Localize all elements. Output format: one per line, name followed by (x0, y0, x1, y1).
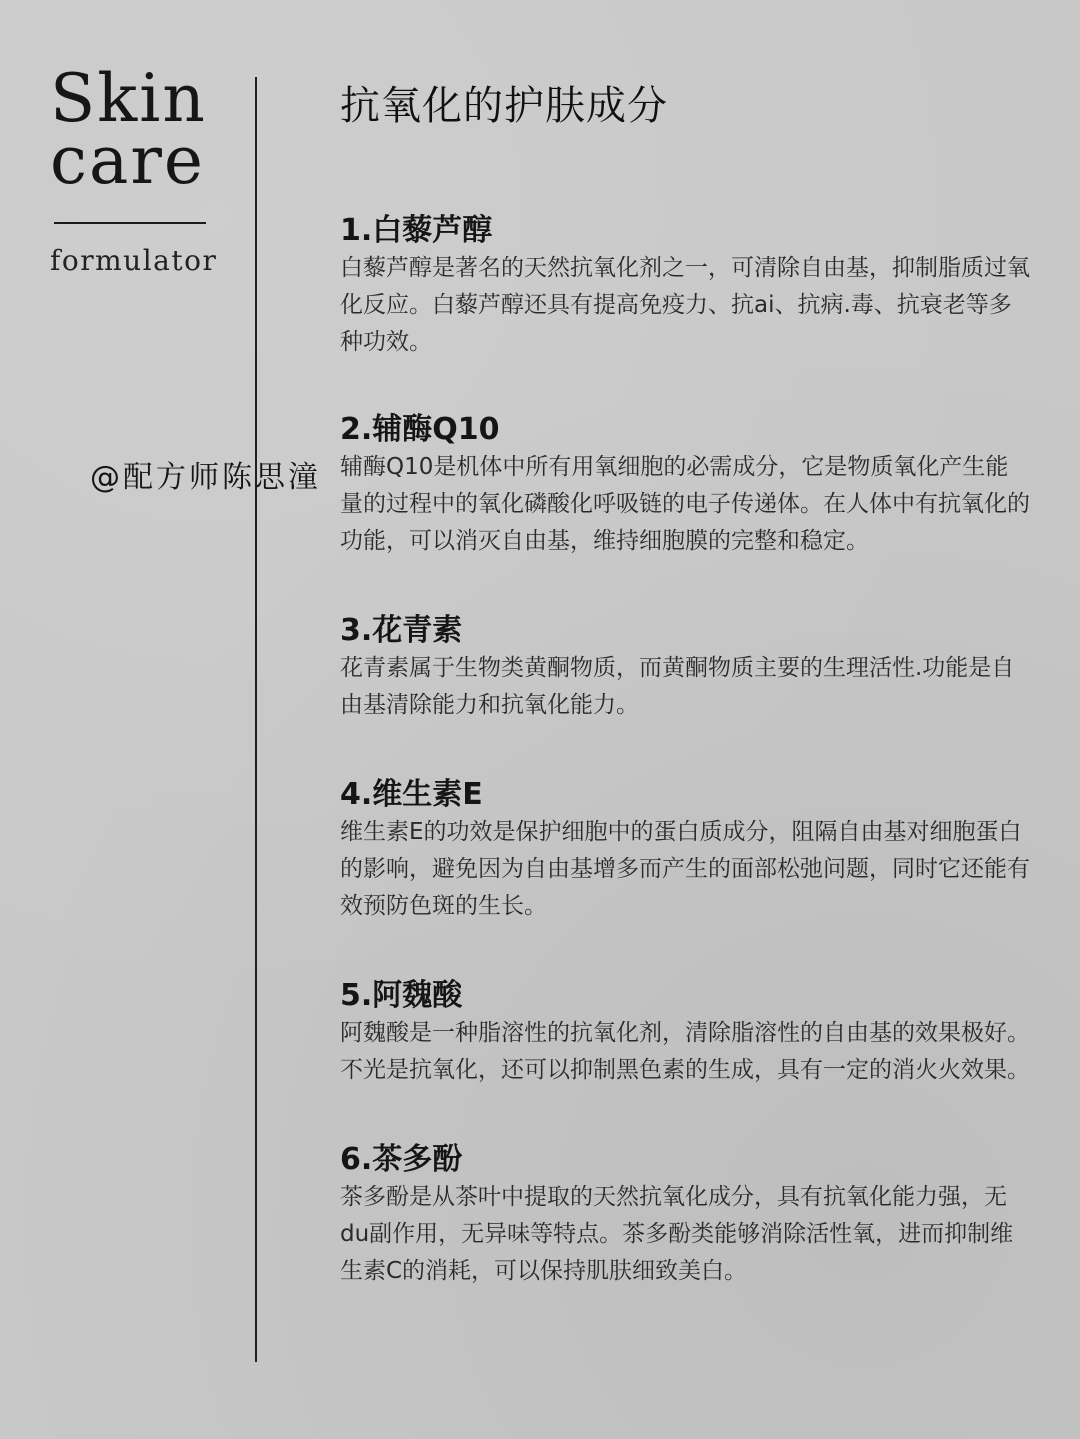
ingredient-heading: 5.阿魏酸 (340, 978, 463, 1013)
author-watermark: @配方师陈思潼 (90, 460, 321, 495)
brand-title-line-1: Skin (50, 60, 207, 137)
ingredient-section-3 (340, 612, 1030, 724)
ingredient-description: 白藜芦醇是著名的天然抗氧化剂之一，可清除自由基，抑制脂质过氧化反应。白藜芦醇还具有提高免疫力、抗ai、抗病.毒、抗衰老等多种功效。 (340, 255, 1030, 355)
brand-title-line-2: care (50, 122, 205, 199)
ingredient-description: 花青素属于生物类黄酮物质，而黄酮物质主要的生理活性.功能是自由基清除能力和抗氧化能力。 (340, 655, 1015, 718)
ingredient-section-4 (340, 776, 1030, 925)
ingredient-heading: 1.白藜芦醇 (340, 213, 493, 248)
ingredient-section-6 (340, 1141, 1030, 1290)
page-title: 抗氧化的护肤成分 (340, 83, 668, 129)
brand-logo (50, 60, 218, 277)
ingredient-description: 维生素E的功效是保护细胞中的蛋白质成分，阻隔自由基对细胞蛋白的影响，避免因为自由基增多而产生的面部松弛问题，同时它还能有效预防色斑的生长。 (340, 819, 1030, 919)
ingredient-description: 阿魏酸是一种脂溶性的抗氧化剂，清除脂溶性的自由基的效果极好。不光是抗氧化，还可以抑制黑色素的生成，具有一定的消火火效果。 (340, 1020, 1030, 1083)
ingredient-section-5 (340, 977, 1030, 1089)
brand-subtitle: formulator (50, 244, 218, 277)
ingredient-description: 茶多酚是从茶叶中提取的天然抗氧化成分，具有抗氧化能力强，无du副作用，无异味等特点。茶多酚类能够消除活性氧，进而抑制维生素C的消耗，可以保持肌肤细致美白。 (340, 1184, 1014, 1284)
brand-rule (54, 222, 206, 224)
vertical-divider (255, 77, 257, 1362)
ingredient-description: 辅酶Q10是机体中所有用氧细胞的必需成分，它是物质氧化产生能量的过程中的氧化磷酸化呼吸链的电子传递体。在人体中有抗氧化的功能，可以消灭自由基，维持细胞膜的完整和稳定。 (340, 454, 1030, 554)
ingredient-heading: 2.辅酶Q10 (340, 412, 500, 447)
ingredient-heading: 4.维生素E (340, 777, 483, 812)
ingredient-section-1 (340, 212, 1030, 361)
ingredient-section-2 (340, 411, 1030, 560)
ingredient-heading: 3.花青素 (340, 613, 463, 648)
ingredient-heading: 6.茶多酚 (340, 1142, 463, 1177)
main-content (340, 80, 1030, 1290)
